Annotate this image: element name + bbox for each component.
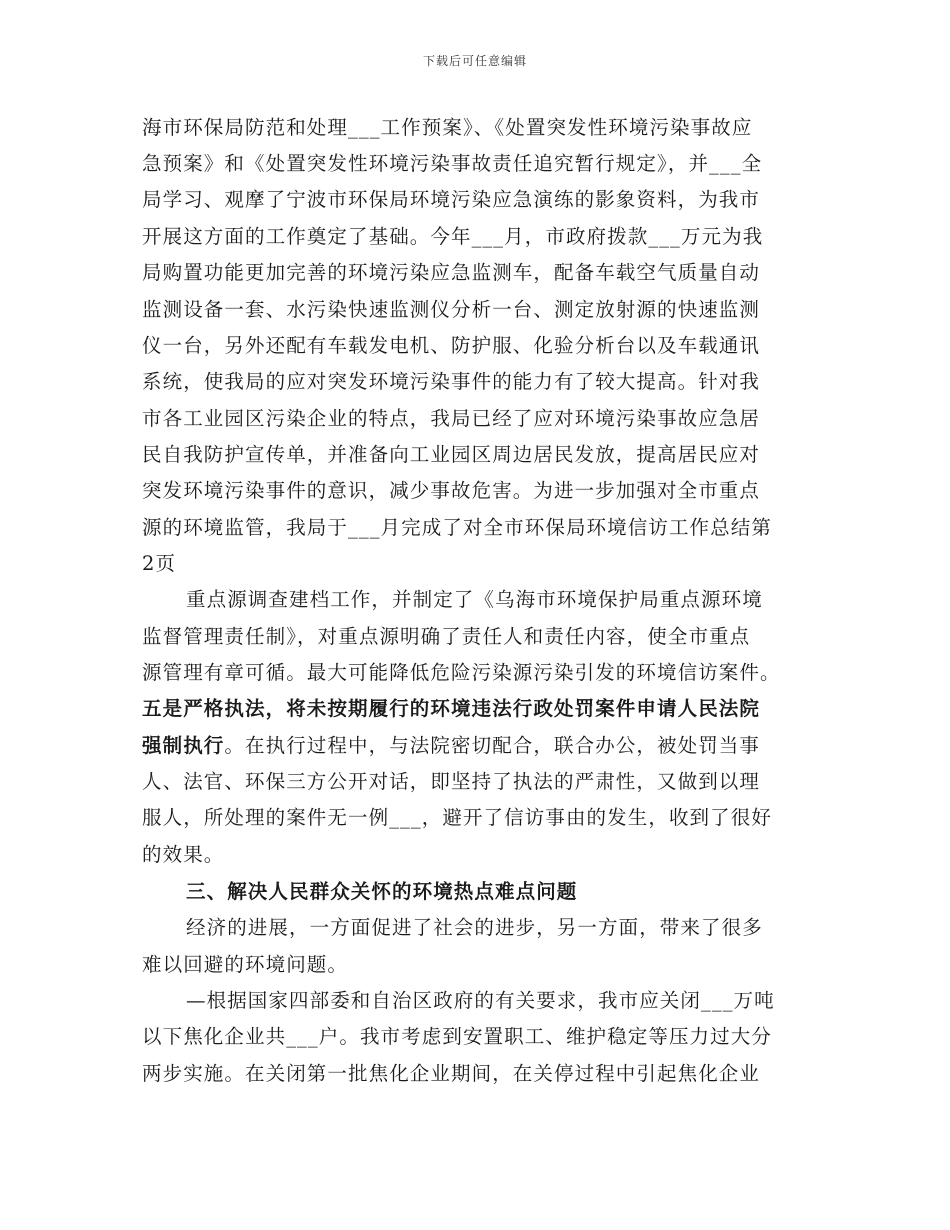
text-line: 的效果。 [142, 843, 225, 866]
text-line: 源管理有章可循。最大可能降低危险污染源污染引发的环境信访案件。 [142, 661, 781, 684]
paragraph-start-line: 经济的进展，一方面促进了社会的进步，另一方面，带来了很多 [186, 916, 763, 939]
bold-text-span: 强制执行 [142, 734, 225, 757]
page-header-note: 下载后可任意编辑 [422, 54, 527, 68]
text-span: 。在执行过程中，与法院密切配合，联合办公，被处罚当事 [224, 734, 761, 757]
text-line: 海市环保局防范和处理___工作预案》、《处置突发性环境污染事故应 [142, 116, 753, 139]
paragraph-start-line: 重点源调查建档工作，并制定了《乌海市环境保护局重点源环境 [186, 588, 763, 611]
text-line: 人、法官、环保三方公开对话，即坚持了执法的严肃性，又做到以理 [142, 770, 761, 793]
text-line: 市各工业园区污染企业的特点，我局已经了应对环境污染事故应急居 [142, 407, 761, 430]
paragraph-start-line: —根据国家四部委和自治区政府的有关要求，我市应关闭___万吨 [186, 989, 775, 1012]
text-line: 监督管理责任制》，对重点源明确了责任人和责任内容，使全市重点 [142, 625, 751, 648]
text-line: 难以回避的环境问题。 [142, 953, 349, 976]
text-line: 局学习、观摩了宁波市环保局环境污染应急演练的影象资料，为我市 [142, 188, 761, 211]
text-line: 开展这方面的工作奠定了基础。今年___月，市政府拨款___万元为我 [142, 225, 764, 248]
text-line: 以下焦化企业共___户。我市考虑到安置职工、维护稳定等压力过大分 [142, 1025, 772, 1048]
text-line: 系统，使我局的应对突发环境污染事件的能力有了较大提高。针对我 [142, 370, 761, 393]
text-line: 两步实施。在关闭第一批焦化企业期间，在关停过程中引起焦化企业 [142, 1062, 761, 1085]
text-line: 服人，所处理的案件无一例___，避开了信访事由的发生，收到了很好 [142, 806, 772, 829]
text-line: 仪一台，另外还配有车载发电机、防护服、化验分析台以及车载通讯 [142, 334, 761, 357]
bold-text-line: 五是严格执法，将未按期履行的环境违法行政处罚案件申请人民法院 [142, 697, 761, 720]
text-line: 急预案》和《处置突发性环境污染事故责任追究暂行规定》，并___全 [142, 152, 763, 175]
text-line: 民自我防护宣传单，并准备向工业园区周边居民发放，提高居民应对 [142, 443, 761, 466]
text-line: 突发环境污染事件的意识，减少事故危害。为进一步加强对全市重点 [142, 479, 761, 502]
page-number-line: 2页 [142, 552, 177, 575]
text-line: 监测设备一套、水污染快速监测仪分析一台、测定放射源的快速监测 [142, 298, 761, 321]
text-line: 源的环境监管，我局于___月完成了对全市环保局环境信访工作总结第 [142, 516, 772, 539]
mixed-text-line [142, 731, 822, 761]
text-line: 局购置功能更加完善的环境污染应急监测车，配备车载空气质量自动 [142, 261, 761, 284]
section-heading: 三、解决人民群众关怀的环境热点难点问题 [186, 880, 578, 903]
